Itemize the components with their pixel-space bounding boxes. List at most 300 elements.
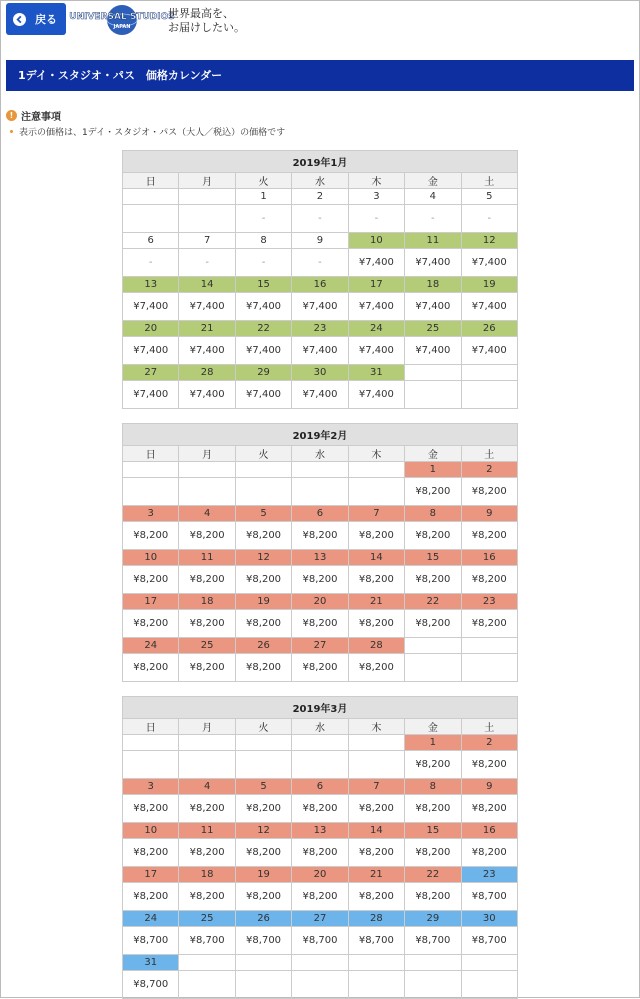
price-cell: - bbox=[292, 205, 348, 233]
weekday-header: 火 bbox=[235, 719, 291, 735]
date-cell: 16 bbox=[461, 823, 517, 839]
date-cell: 12 bbox=[235, 823, 291, 839]
price-row bbox=[123, 751, 518, 779]
price-cell: ¥8,200 bbox=[292, 795, 348, 823]
notice-item bbox=[10, 125, 285, 138]
date-cell bbox=[123, 462, 179, 478]
svg-text:JAPAN: JAPAN bbox=[113, 24, 131, 30]
date-cell: 23 bbox=[461, 867, 517, 883]
price-cell: ¥8,200 bbox=[461, 839, 517, 867]
price-row bbox=[123, 566, 518, 594]
date-cell: 7 bbox=[348, 779, 404, 795]
calendar-month-title: 2019年2月 bbox=[123, 424, 518, 446]
price-cell bbox=[405, 654, 461, 682]
date-cell bbox=[235, 462, 291, 478]
date-cell: 5 bbox=[235, 779, 291, 795]
date-cell: 10 bbox=[123, 823, 179, 839]
date-cell bbox=[179, 955, 235, 971]
date-cell: 13 bbox=[123, 277, 179, 293]
date-cell: 28 bbox=[348, 911, 404, 927]
price-cell bbox=[235, 971, 291, 999]
price-cell: ¥7,400 bbox=[179, 381, 235, 409]
price-cell bbox=[292, 971, 348, 999]
price-row bbox=[123, 654, 518, 682]
price-cell bbox=[348, 971, 404, 999]
price-cell: ¥8,200 bbox=[179, 883, 235, 911]
price-cell: ¥8,200 bbox=[292, 566, 348, 594]
date-cell: 17 bbox=[348, 277, 404, 293]
date-cell: 21 bbox=[348, 594, 404, 610]
price-cell: ¥8,200 bbox=[292, 522, 348, 550]
price-cell: ¥8,700 bbox=[123, 927, 179, 955]
date-row bbox=[123, 955, 518, 971]
date-row bbox=[123, 867, 518, 883]
price-cell: ¥7,400 bbox=[179, 293, 235, 321]
price-row bbox=[123, 249, 518, 277]
price-row bbox=[123, 839, 518, 867]
price-row bbox=[123, 883, 518, 911]
date-cell: 14 bbox=[348, 823, 404, 839]
date-cell bbox=[235, 735, 291, 751]
weekday-header: 水 bbox=[292, 446, 348, 462]
date-cell: 25 bbox=[179, 911, 235, 927]
date-cell: 22 bbox=[405, 594, 461, 610]
price-cell: - bbox=[179, 249, 235, 277]
price-cell bbox=[292, 478, 348, 506]
date-cell: 20 bbox=[292, 867, 348, 883]
price-cell: ¥8,200 bbox=[461, 566, 517, 594]
svg-text:UNIVERSAL STUDIOS: UNIVERSAL STUDIOS bbox=[69, 12, 175, 22]
price-cell: - bbox=[292, 249, 348, 277]
weekday-header: 金 bbox=[405, 719, 461, 735]
date-cell: 28 bbox=[179, 365, 235, 381]
date-cell: 29 bbox=[235, 365, 291, 381]
slogan-line1: 世界最高を、 bbox=[168, 7, 234, 20]
date-cell: 28 bbox=[348, 638, 404, 654]
date-row bbox=[123, 189, 518, 205]
price-cell: ¥8,200 bbox=[179, 610, 235, 638]
bullet-icon bbox=[10, 130, 13, 133]
date-cell: 8 bbox=[405, 506, 461, 522]
price-cell: ¥7,400 bbox=[405, 249, 461, 277]
date-cell: 15 bbox=[405, 823, 461, 839]
price-cell: - bbox=[348, 205, 404, 233]
date-cell: 31 bbox=[348, 365, 404, 381]
date-cell: 23 bbox=[292, 321, 348, 337]
date-cell: 17 bbox=[123, 594, 179, 610]
date-cell: 19 bbox=[235, 867, 291, 883]
weekday-header-row bbox=[123, 446, 518, 462]
calendar-month-row bbox=[123, 424, 518, 446]
date-cell: 11 bbox=[179, 550, 235, 566]
date-cell: 8 bbox=[235, 233, 291, 249]
date-row bbox=[123, 277, 518, 293]
price-cell: - bbox=[235, 205, 291, 233]
date-cell: 4 bbox=[405, 189, 461, 205]
price-cell: - bbox=[405, 205, 461, 233]
date-cell: 8 bbox=[405, 779, 461, 795]
price-cell: ¥7,400 bbox=[123, 293, 179, 321]
date-row bbox=[123, 735, 518, 751]
date-cell: 6 bbox=[292, 779, 348, 795]
price-row bbox=[123, 795, 518, 823]
date-cell: 27 bbox=[292, 911, 348, 927]
price-cell: ¥7,400 bbox=[179, 337, 235, 365]
price-cell bbox=[461, 971, 517, 999]
weekday-header: 土 bbox=[461, 719, 517, 735]
weekday-header: 木 bbox=[348, 719, 404, 735]
price-cell: ¥8,200 bbox=[348, 654, 404, 682]
date-cell bbox=[292, 955, 348, 971]
price-cell: ¥8,200 bbox=[461, 610, 517, 638]
date-cell: 29 bbox=[405, 911, 461, 927]
price-cell: ¥8,200 bbox=[405, 478, 461, 506]
price-cell: ¥8,200 bbox=[461, 478, 517, 506]
date-cell: 7 bbox=[348, 506, 404, 522]
page-title: 1デイ・スタジオ・パス 価格カレンダー bbox=[18, 69, 223, 82]
price-cell: ¥7,400 bbox=[235, 293, 291, 321]
date-row bbox=[123, 233, 518, 249]
date-cell: 23 bbox=[461, 594, 517, 610]
date-cell: 16 bbox=[461, 550, 517, 566]
date-cell bbox=[179, 462, 235, 478]
weekday-header: 金 bbox=[405, 446, 461, 462]
weekday-header-row bbox=[123, 173, 518, 189]
date-cell: 27 bbox=[292, 638, 348, 654]
date-cell: 26 bbox=[235, 911, 291, 927]
date-row bbox=[123, 594, 518, 610]
date-cell: 24 bbox=[123, 911, 179, 927]
notice-heading bbox=[6, 108, 61, 123]
date-cell: 21 bbox=[348, 867, 404, 883]
price-cell: - bbox=[235, 249, 291, 277]
price-cell: ¥8,200 bbox=[235, 839, 291, 867]
date-cell: 19 bbox=[235, 594, 291, 610]
date-cell: 12 bbox=[235, 550, 291, 566]
price-cell bbox=[405, 381, 461, 409]
price-cell: ¥7,400 bbox=[292, 381, 348, 409]
weekday-header: 火 bbox=[235, 173, 291, 189]
date-cell: 9 bbox=[292, 233, 348, 249]
date-row bbox=[123, 462, 518, 478]
price-cell: ¥7,400 bbox=[348, 381, 404, 409]
date-cell: 2 bbox=[461, 735, 517, 751]
weekday-header: 土 bbox=[461, 173, 517, 189]
date-cell: 9 bbox=[461, 779, 517, 795]
date-row bbox=[123, 550, 518, 566]
price-cell: ¥8,700 bbox=[123, 971, 179, 999]
calendar-month-title: 2019年3月 bbox=[123, 697, 518, 719]
date-cell: 1 bbox=[405, 735, 461, 751]
date-row bbox=[123, 911, 518, 927]
slogan-line2: お届けしたい。 bbox=[168, 21, 245, 34]
price-cell: ¥8,200 bbox=[405, 566, 461, 594]
date-cell bbox=[461, 365, 517, 381]
price-cell: ¥8,200 bbox=[123, 883, 179, 911]
date-cell: 13 bbox=[292, 550, 348, 566]
price-cell: ¥8,200 bbox=[235, 566, 291, 594]
page-title-bar bbox=[6, 60, 634, 91]
price-row bbox=[123, 610, 518, 638]
weekday-header: 木 bbox=[348, 446, 404, 462]
date-cell: 24 bbox=[123, 638, 179, 654]
price-cell: ¥8,200 bbox=[348, 522, 404, 550]
price-cell: ¥8,200 bbox=[405, 795, 461, 823]
price-cell: ¥8,200 bbox=[123, 839, 179, 867]
slogan bbox=[168, 7, 245, 35]
date-cell bbox=[348, 955, 404, 971]
back-button-label: 戻る bbox=[35, 13, 57, 26]
date-cell: 11 bbox=[179, 823, 235, 839]
price-cell bbox=[123, 751, 179, 779]
price-cell: ¥8,200 bbox=[235, 795, 291, 823]
date-cell: 27 bbox=[123, 365, 179, 381]
price-row bbox=[123, 381, 518, 409]
date-cell: 10 bbox=[123, 550, 179, 566]
price-cell bbox=[292, 751, 348, 779]
price-cell: - bbox=[123, 249, 179, 277]
weekday-header: 日 bbox=[123, 173, 179, 189]
price-cell bbox=[123, 478, 179, 506]
price-cell bbox=[405, 971, 461, 999]
date-cell: 6 bbox=[292, 506, 348, 522]
date-cell: 5 bbox=[461, 189, 517, 205]
price-cell: ¥8,200 bbox=[461, 522, 517, 550]
date-cell: 18 bbox=[179, 867, 235, 883]
date-cell: 20 bbox=[292, 594, 348, 610]
date-cell bbox=[348, 462, 404, 478]
price-cell: ¥7,400 bbox=[123, 337, 179, 365]
date-cell: 14 bbox=[179, 277, 235, 293]
price-cell: ¥7,400 bbox=[405, 293, 461, 321]
date-cell: 30 bbox=[461, 911, 517, 927]
weekday-header: 火 bbox=[235, 446, 291, 462]
date-cell bbox=[405, 955, 461, 971]
date-cell bbox=[461, 638, 517, 654]
price-cell: ¥8,200 bbox=[123, 610, 179, 638]
date-row bbox=[123, 823, 518, 839]
price-cell bbox=[123, 205, 179, 233]
weekday-header: 土 bbox=[461, 446, 517, 462]
date-cell bbox=[179, 189, 235, 205]
price-cell: ¥8,200 bbox=[461, 751, 517, 779]
price-cell: ¥7,400 bbox=[292, 293, 348, 321]
date-cell: 14 bbox=[348, 550, 404, 566]
date-cell: 25 bbox=[179, 638, 235, 654]
price-cell: ¥8,200 bbox=[179, 795, 235, 823]
weekday-header: 木 bbox=[348, 173, 404, 189]
date-row bbox=[123, 638, 518, 654]
price-cell: ¥8,700 bbox=[461, 883, 517, 911]
date-cell: 22 bbox=[235, 321, 291, 337]
price-cell: ¥8,200 bbox=[292, 839, 348, 867]
date-row bbox=[123, 779, 518, 795]
weekday-header: 月 bbox=[179, 446, 235, 462]
date-cell: 3 bbox=[123, 506, 179, 522]
price-cell: ¥8,200 bbox=[235, 610, 291, 638]
price-cell: ¥7,400 bbox=[235, 337, 291, 365]
price-cell: ¥8,200 bbox=[348, 610, 404, 638]
price-cell bbox=[461, 381, 517, 409]
date-cell: 18 bbox=[405, 277, 461, 293]
price-row bbox=[123, 927, 518, 955]
price-cell: ¥8,200 bbox=[179, 654, 235, 682]
price-cell: ¥7,400 bbox=[292, 337, 348, 365]
price-cell bbox=[348, 751, 404, 779]
price-cell: ¥8,200 bbox=[123, 566, 179, 594]
price-cell: ¥8,200 bbox=[348, 839, 404, 867]
price-cell: - bbox=[461, 205, 517, 233]
price-cell: ¥8,200 bbox=[123, 795, 179, 823]
weekday-header: 日 bbox=[123, 719, 179, 735]
weekday-header: 水 bbox=[292, 719, 348, 735]
date-cell: 26 bbox=[461, 321, 517, 337]
price-cell: ¥8,200 bbox=[292, 883, 348, 911]
calendar-table bbox=[122, 696, 518, 999]
date-cell: 11 bbox=[405, 233, 461, 249]
date-cell: 4 bbox=[179, 779, 235, 795]
date-cell: 1 bbox=[405, 462, 461, 478]
price-cell: ¥8,700 bbox=[235, 927, 291, 955]
price-cell: ¥8,200 bbox=[235, 883, 291, 911]
calendar-table bbox=[122, 150, 518, 409]
weekday-header: 水 bbox=[292, 173, 348, 189]
date-cell: 18 bbox=[179, 594, 235, 610]
date-cell bbox=[292, 735, 348, 751]
date-cell: 13 bbox=[292, 823, 348, 839]
exclamation-icon: ! bbox=[6, 110, 17, 121]
date-cell: 21 bbox=[179, 321, 235, 337]
chevron-left-icon bbox=[13, 13, 26, 26]
date-cell: 3 bbox=[348, 189, 404, 205]
date-row bbox=[123, 321, 518, 337]
price-cell: ¥7,400 bbox=[348, 249, 404, 277]
price-cell: ¥7,400 bbox=[461, 293, 517, 321]
date-cell: 9 bbox=[461, 506, 517, 522]
price-cell: ¥8,200 bbox=[179, 839, 235, 867]
weekday-header: 月 bbox=[179, 719, 235, 735]
price-cell: ¥7,400 bbox=[348, 337, 404, 365]
date-cell: 3 bbox=[123, 779, 179, 795]
price-cell: ¥8,200 bbox=[179, 566, 235, 594]
price-cell: ¥8,200 bbox=[405, 839, 461, 867]
date-cell: 31 bbox=[123, 955, 179, 971]
weekday-header-row bbox=[123, 719, 518, 735]
price-cell bbox=[179, 205, 235, 233]
price-cell: ¥8,200 bbox=[405, 883, 461, 911]
price-cell: ¥7,400 bbox=[405, 337, 461, 365]
date-cell: 12 bbox=[461, 233, 517, 249]
date-cell: 10 bbox=[348, 233, 404, 249]
price-row bbox=[123, 293, 518, 321]
date-cell: 20 bbox=[123, 321, 179, 337]
price-cell: ¥8,200 bbox=[292, 610, 348, 638]
date-cell: 15 bbox=[235, 277, 291, 293]
price-cell: ¥8,200 bbox=[235, 654, 291, 682]
date-cell bbox=[405, 638, 461, 654]
back-button[interactable] bbox=[6, 3, 66, 35]
price-cell: ¥7,400 bbox=[461, 337, 517, 365]
date-cell: 30 bbox=[292, 365, 348, 381]
price-cell: ¥8,700 bbox=[405, 927, 461, 955]
price-row bbox=[123, 522, 518, 550]
date-cell: 17 bbox=[123, 867, 179, 883]
price-cell: ¥7,400 bbox=[123, 381, 179, 409]
date-cell bbox=[123, 189, 179, 205]
date-cell bbox=[292, 462, 348, 478]
date-cell: 16 bbox=[292, 277, 348, 293]
date-cell bbox=[123, 735, 179, 751]
date-cell bbox=[179, 735, 235, 751]
price-cell: ¥8,200 bbox=[235, 522, 291, 550]
price-cell bbox=[235, 478, 291, 506]
price-cell: ¥8,200 bbox=[292, 654, 348, 682]
date-row bbox=[123, 506, 518, 522]
date-cell: 1 bbox=[235, 189, 291, 205]
price-row bbox=[123, 971, 518, 999]
date-cell bbox=[461, 955, 517, 971]
date-cell: 22 bbox=[405, 867, 461, 883]
date-cell: 25 bbox=[405, 321, 461, 337]
price-cell bbox=[179, 478, 235, 506]
price-cell: ¥8,200 bbox=[348, 883, 404, 911]
notice-heading-text: 注意事項 bbox=[21, 112, 61, 123]
price-cell: ¥8,200 bbox=[348, 795, 404, 823]
date-cell bbox=[348, 735, 404, 751]
price-cell: ¥8,200 bbox=[348, 566, 404, 594]
price-cell: ¥7,400 bbox=[348, 293, 404, 321]
date-cell: 5 bbox=[235, 506, 291, 522]
price-row bbox=[123, 478, 518, 506]
date-cell bbox=[235, 955, 291, 971]
price-cell bbox=[179, 751, 235, 779]
price-cell bbox=[179, 971, 235, 999]
price-cell bbox=[461, 654, 517, 682]
weekday-header: 金 bbox=[405, 173, 461, 189]
price-cell: ¥7,400 bbox=[235, 381, 291, 409]
weekday-header: 日 bbox=[123, 446, 179, 462]
calendar-month-title: 2019年1月 bbox=[123, 151, 518, 173]
date-cell: 19 bbox=[461, 277, 517, 293]
price-cell: ¥8,200 bbox=[405, 610, 461, 638]
price-cell: ¥8,200 bbox=[123, 654, 179, 682]
price-row bbox=[123, 205, 518, 233]
price-cell: ¥8,200 bbox=[405, 751, 461, 779]
price-cell: ¥8,200 bbox=[179, 522, 235, 550]
date-cell bbox=[405, 365, 461, 381]
date-cell: 2 bbox=[292, 189, 348, 205]
date-cell: 6 bbox=[123, 233, 179, 249]
price-row bbox=[123, 337, 518, 365]
price-cell bbox=[348, 478, 404, 506]
calendar-table bbox=[122, 423, 518, 682]
date-cell: 24 bbox=[348, 321, 404, 337]
date-cell: 26 bbox=[235, 638, 291, 654]
price-cell: ¥8,200 bbox=[123, 522, 179, 550]
price-cell: ¥7,400 bbox=[461, 249, 517, 277]
usj-logo[interactable] bbox=[69, 4, 175, 36]
date-row bbox=[123, 365, 518, 381]
calendar-month-row bbox=[123, 697, 518, 719]
price-cell: ¥8,700 bbox=[179, 927, 235, 955]
notice-item-text: 表示の価格は、1デイ・スタジオ・パス（大人／税込）の価格です bbox=[19, 128, 286, 138]
date-cell: 7 bbox=[179, 233, 235, 249]
date-cell: 2 bbox=[461, 462, 517, 478]
price-cell bbox=[235, 751, 291, 779]
price-cell: ¥8,200 bbox=[461, 795, 517, 823]
price-cell: ¥8,200 bbox=[405, 522, 461, 550]
weekday-header: 月 bbox=[179, 173, 235, 189]
